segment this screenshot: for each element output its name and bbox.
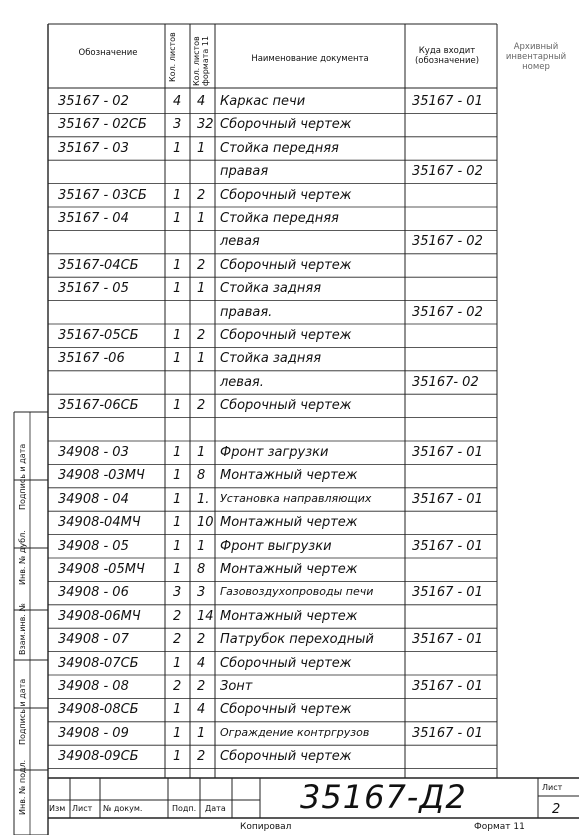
- row-format: 1: [197, 351, 206, 367]
- header-where: Куда входит (обозначение): [414, 46, 480, 66]
- header-format: Кол. листов формата 11: [192, 35, 210, 86]
- row-format: 2: [197, 187, 206, 203]
- row-name: правая: [220, 164, 269, 180]
- row-format: 4: [197, 655, 206, 671]
- row-format: 2: [197, 632, 206, 648]
- side-sign-date-2: Подпись и дата: [18, 678, 27, 745]
- tb-sheet-number: 2: [552, 802, 561, 817]
- row-sheets: 1: [173, 491, 182, 507]
- tb-izm: Изм: [49, 804, 66, 813]
- tb-sheet-label: Лист: [542, 783, 563, 792]
- row-name: Сборочный чертеж: [220, 117, 352, 133]
- row-sheets: 1: [173, 702, 182, 718]
- row-name: Стойка передняя: [220, 140, 339, 156]
- row-name: Сборочный чертеж: [220, 187, 352, 203]
- row-sheets: 1: [173, 281, 182, 297]
- row-designation: 35167 - 03: [58, 140, 129, 156]
- row-sheets: 3: [173, 117, 182, 133]
- tb-podp: Подп.: [172, 804, 197, 813]
- row-designation: 34908 - 08: [58, 679, 129, 694]
- row-where: 35167 - 02: [412, 304, 483, 320]
- row-name: Каркас печи: [220, 94, 306, 109]
- row-format: 1: [197, 538, 206, 554]
- row-name: Монтажный чертеж: [220, 562, 358, 577]
- row-format: 2: [197, 257, 206, 273]
- row-name: Стойка задняя: [220, 281, 322, 297]
- side-dubl-inv: Инв. № дубл.: [18, 530, 27, 585]
- row-sheets: 1: [173, 257, 182, 273]
- row-format: 2: [197, 749, 206, 765]
- row-designation: 34908 - 09: [58, 725, 129, 741]
- row-where: 35167 - 01: [412, 679, 483, 694]
- row-name: Фронт загрузки: [220, 445, 329, 460]
- row-name: левая.: [220, 374, 264, 390]
- row-sheets: 1: [173, 515, 182, 531]
- header-name: Наименование документа: [251, 54, 369, 64]
- row-format: 8: [197, 562, 206, 577]
- row-sheets: 1: [173, 398, 182, 414]
- row-name: Сборочный чертеж: [220, 257, 352, 273]
- row-sheets: 1: [173, 211, 182, 226]
- row-name: Сборочный чертеж: [220, 328, 352, 343]
- row-designation: 35167 - 04: [58, 211, 129, 226]
- row-sheets: 1: [173, 725, 182, 741]
- row-name: Сборочный чертеж: [220, 655, 352, 671]
- row-where: 35167 - 01: [412, 585, 483, 601]
- row-designation: 34908-04МЧ: [58, 515, 141, 531]
- row-format: 10: [197, 515, 214, 531]
- row-format: 1: [197, 140, 206, 156]
- row-name: Зонт: [220, 679, 253, 694]
- row-sheets: 4: [173, 94, 182, 109]
- row-sheets: 2: [173, 608, 182, 624]
- row-designation: 34908 - 06: [58, 585, 129, 601]
- row-name: Монтажный чертеж: [220, 468, 358, 484]
- row-designation: 34908 - 03: [58, 445, 129, 460]
- row-sheets: 1: [173, 187, 182, 203]
- side-vzam-inv: Взам.инв. №: [18, 603, 27, 655]
- footer-copied: Копировал: [240, 822, 292, 832]
- row-designation: 35167-04СБ: [58, 257, 139, 273]
- row-where: 35167 - 01: [412, 445, 483, 460]
- row-sheets: 1: [173, 749, 182, 765]
- row-sheets: 1: [173, 655, 182, 671]
- row-format: 2: [197, 679, 206, 694]
- row-name: Монтажный чертеж: [220, 608, 358, 624]
- row-name: Монтажный чертеж: [220, 515, 358, 531]
- row-format: 3: [197, 585, 206, 601]
- row-where: 35167 - 01: [412, 491, 483, 507]
- row-sheets: 1: [173, 351, 182, 367]
- row-designation: 34908 - 07: [58, 632, 129, 648]
- row-designation: 35167 -06: [58, 351, 125, 367]
- row-designation: 34908-09СБ: [58, 749, 139, 765]
- footer-format: Формат 11: [474, 822, 525, 832]
- row-designation: 34908 - 05: [58, 538, 129, 554]
- row-name: Стойка передняя: [220, 211, 339, 226]
- row-format: 32: [197, 117, 214, 133]
- row-designation: 35167 - 03СБ: [58, 187, 147, 203]
- row-format: 1: [197, 211, 206, 226]
- row-name: Фронт выгрузки: [220, 538, 332, 554]
- row-where: 35167- 02: [412, 374, 479, 390]
- row-format: 2: [197, 328, 206, 343]
- row-designation: 35167-05СБ: [58, 328, 139, 343]
- row-where: 35167 - 02: [412, 234, 483, 250]
- row-where: 35167 - 01: [412, 94, 483, 109]
- row-name: Стойка задняя: [220, 351, 322, 367]
- row-designation: 34908-07СБ: [58, 655, 139, 671]
- row-sheets: 1: [173, 445, 182, 460]
- row-designation: 34908 - 04: [58, 491, 129, 507]
- row-designation: 35167-06СБ: [58, 398, 139, 414]
- row-format: 2: [197, 398, 206, 414]
- row-format: 1: [197, 445, 206, 460]
- row-sheets: 2: [173, 679, 182, 694]
- row-name: Сборочный чертеж: [220, 702, 352, 718]
- tb-list: Лист: [72, 804, 93, 813]
- row-name: Ограждение контргрузов: [220, 725, 370, 739]
- row-name: Сборочный чертеж: [220, 398, 352, 414]
- header-designation: Обозначение: [78, 48, 138, 58]
- row-name: Сборочный чертеж: [220, 749, 352, 765]
- row-sheets: 2: [173, 632, 182, 648]
- row-sheets: 1: [173, 140, 182, 156]
- document-code: 35167-Д2: [300, 778, 467, 816]
- row-where: 35167 - 02: [412, 164, 483, 180]
- row-name: правая.: [220, 304, 273, 320]
- row-designation: 34908 -03МЧ: [58, 468, 145, 484]
- row-designation: 34908 -05МЧ: [58, 562, 145, 577]
- row-where: 35167 - 01: [412, 538, 483, 554]
- tb-date: Дата: [205, 804, 226, 813]
- row-designation: 35167 - 05: [58, 281, 129, 297]
- side-sign-date-1: Подпись и дата: [18, 443, 27, 510]
- row-sheets: 3: [173, 585, 182, 601]
- row-where: 35167 - 01: [412, 632, 483, 648]
- row-name: Патрубок переходный: [220, 632, 374, 648]
- row-format: 1: [197, 281, 206, 297]
- header-archive: Архивный инвентарный номер: [505, 42, 567, 72]
- row-where: 35167 - 01: [412, 725, 483, 741]
- row-name: левая: [220, 234, 260, 250]
- row-designation: 34908-08СБ: [58, 702, 139, 718]
- row-name: Установка направляющих: [220, 491, 372, 505]
- row-designation: 35167 - 02: [58, 94, 129, 109]
- row-sheets: 1: [173, 468, 182, 484]
- row-format: 14: [197, 608, 214, 624]
- side-podl-inv: Инв. № подл.: [18, 759, 27, 815]
- row-format: 1: [197, 725, 206, 741]
- header-sheets: Кол. листов: [168, 32, 177, 82]
- row-format: 4: [197, 94, 206, 109]
- row-format: 1.: [197, 491, 210, 507]
- tb-doc: № докум.: [103, 804, 143, 813]
- row-sheets: 1: [173, 328, 182, 343]
- row-sheets: 1: [173, 538, 182, 554]
- row-designation: 34908-06МЧ: [58, 608, 141, 624]
- row-format: 8: [197, 468, 206, 484]
- row-format: 4: [197, 702, 206, 718]
- row-sheets: 1: [173, 562, 182, 577]
- row-designation: 35167 - 02СБ: [58, 117, 147, 133]
- row-name: Газовоздухопроводы печи: [220, 585, 374, 599]
